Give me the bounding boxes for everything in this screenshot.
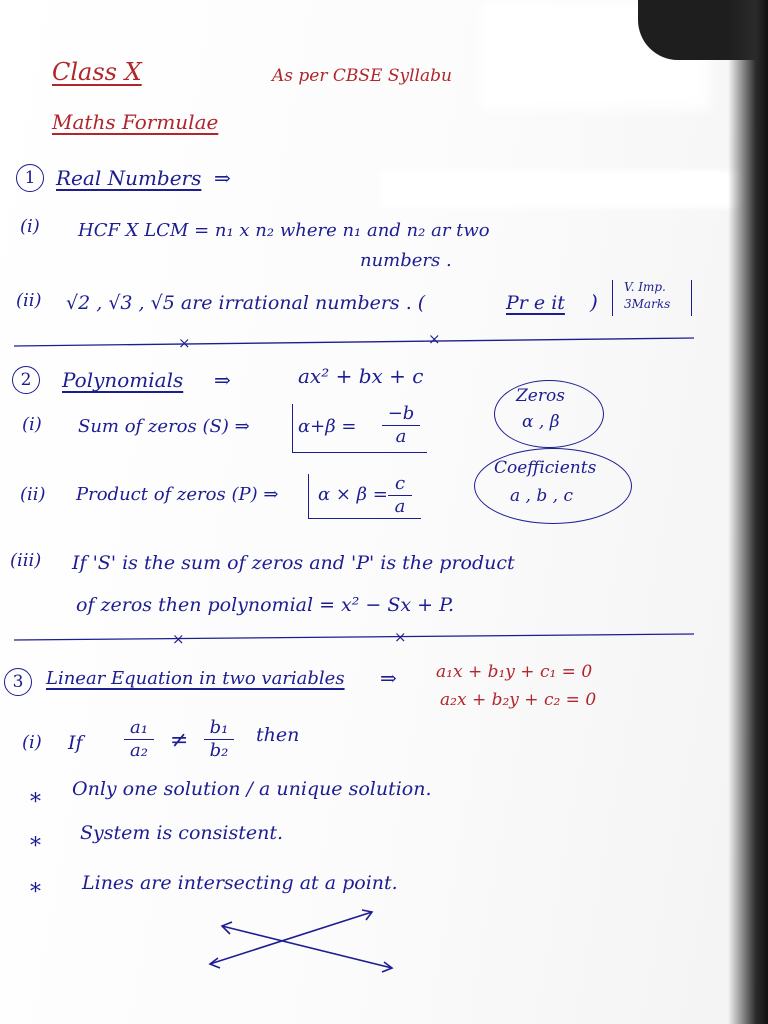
arrow-icon: ⇒ <box>214 166 231 190</box>
formula-text: Product of zeros (P) ⇒ <box>76 484 279 505</box>
item-label: (ii) <box>20 484 46 505</box>
bullet-star: * <box>30 790 41 815</box>
section-number: 2 <box>12 366 40 394</box>
denominator: b₂ <box>209 740 229 761</box>
numerator: a₁ <box>130 717 148 738</box>
bullet-text: System is consistent. <box>80 822 283 844</box>
arrow-icon: ⇒ <box>214 368 231 392</box>
prove-text: Pr e it <box>506 292 565 314</box>
fraction <box>204 718 234 761</box>
importance-note: V. Imp. <box>624 280 666 294</box>
numerator: −b <box>387 403 415 424</box>
zeros-values: α , β <box>522 412 560 432</box>
item-label: (ii) <box>16 290 42 311</box>
polynomial-expression: ax² + bx + c <box>298 364 424 388</box>
item-label: (i) <box>22 414 42 435</box>
separator-mark: × <box>428 330 441 348</box>
fraction <box>124 718 154 761</box>
item-label: (i) <box>22 732 42 753</box>
fraction <box>382 404 420 447</box>
denominator: a₂ <box>130 740 148 761</box>
section-title: Linear Equation in two variables <box>46 668 345 689</box>
coefficients-label: Coefficients <box>494 458 597 478</box>
formula-text: √2 , √3 , √5 are irrational numbers . ( <box>66 292 426 314</box>
bullet-star: * <box>30 880 41 905</box>
not-equal-sign: ≠ <box>170 728 189 753</box>
formula-text: ) <box>590 290 598 314</box>
separator-mark: × <box>178 334 191 352</box>
class-heading: Class X <box>52 58 142 86</box>
denominator: a <box>395 426 407 447</box>
product-formula: α × β = <box>318 484 388 505</box>
section-title: Polynomials <box>62 368 184 392</box>
sum-formula: α+β = <box>298 416 357 437</box>
formula-text: If 'S' is the sum of zeros and 'P' is the product <box>72 552 515 574</box>
zeros-label: Zeros <box>516 386 565 406</box>
syllabus-note: As per CBSE Syllabu <box>272 66 452 86</box>
importance-note: 3Marks <box>624 297 671 311</box>
fraction <box>388 474 412 517</box>
item-label: (iii) <box>10 550 42 571</box>
separator-mark: × <box>394 628 407 646</box>
formula-text: Sum of zeros (S) ⇒ <box>78 416 250 437</box>
section-title: Real Numbers <box>56 166 202 190</box>
section-number: 3 <box>4 668 32 696</box>
denominator: a <box>394 496 406 517</box>
coefficients-values: a , b , c <box>510 486 573 506</box>
section-number: 1 <box>16 164 44 192</box>
formula-text: then <box>256 724 300 746</box>
separator-mark: × <box>172 630 185 648</box>
bullet-text: Only one solution / a unique solution. <box>72 778 432 800</box>
formula-text: numbers . <box>360 250 452 271</box>
subject-heading: Maths Formulae <box>52 110 219 134</box>
arrow-icon: ⇒ <box>380 666 397 690</box>
formula-text: of zeros then polynomial = x² − Sx + P. <box>76 594 455 616</box>
bullet-text: Lines are intersecting at a point. <box>82 872 398 894</box>
formula-text: If <box>68 732 83 754</box>
numerator: c <box>394 473 406 494</box>
numerator: b₁ <box>209 717 229 738</box>
item-label: (i) <box>20 216 40 237</box>
bullet-star: * <box>30 834 41 859</box>
formula-text: HCF X LCM = n₁ x n₂ where n₁ and n₂ ar two <box>78 220 490 241</box>
equation-1: a₁x + b₁y + c₁ = 0 <box>436 662 593 682</box>
equation-2: a₂x + b₂y + c₂ = 0 <box>440 690 597 710</box>
